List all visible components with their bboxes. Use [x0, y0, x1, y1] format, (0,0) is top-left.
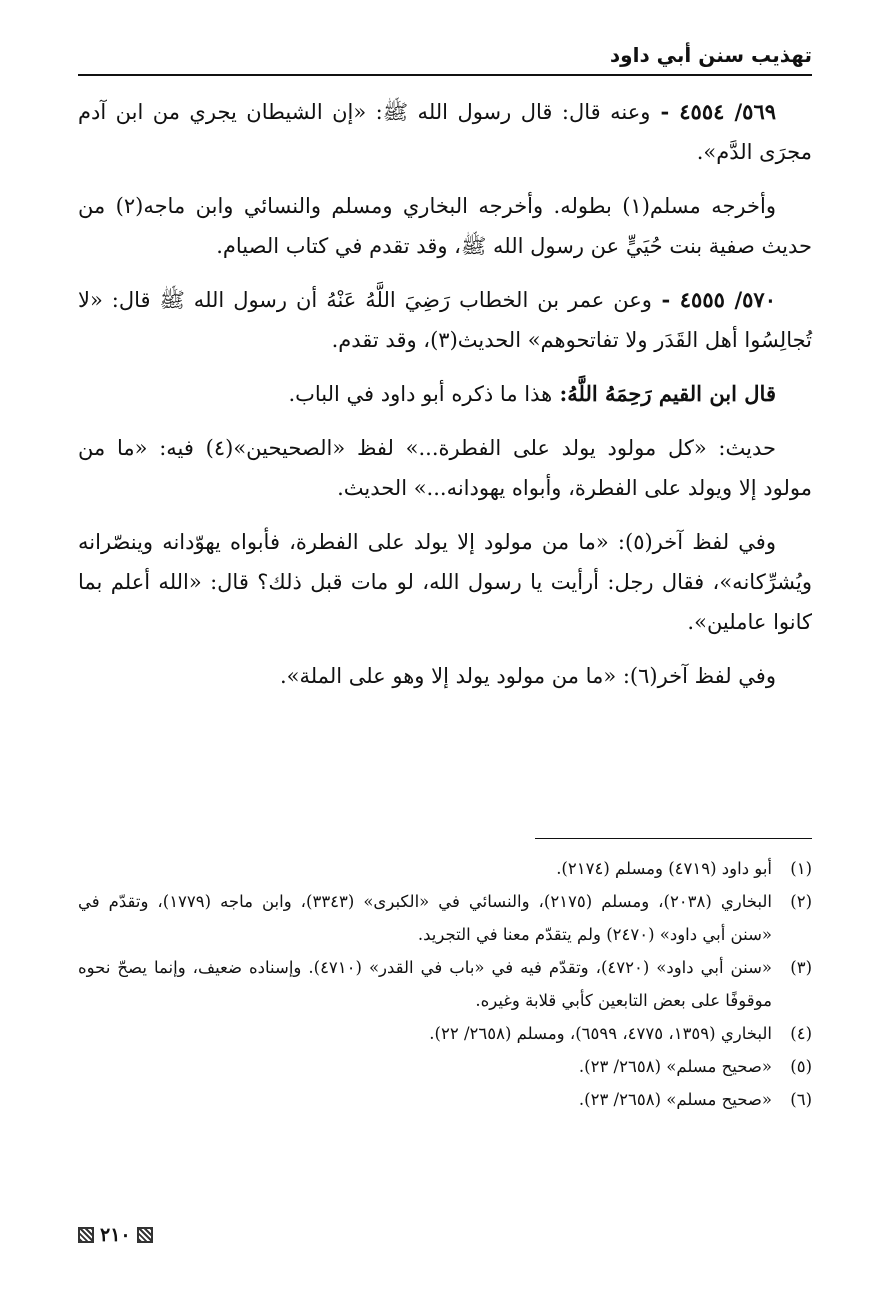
paragraph: [78, 374, 812, 414]
footnote-number: (٤): [790, 1024, 812, 1043]
footnote: [78, 1017, 812, 1050]
footnote-number: (٥): [790, 1057, 812, 1076]
hadith-number: ٥٦٩/ ٤٥٥٤ -: [650, 99, 777, 124]
document-page: [78, 40, 812, 1260]
paragraph: [78, 186, 812, 266]
paragraph-text: وفي لفظ آخر(٥): «ما من مولود إلا يولد على الفطرة، فأبواه يهوّدانه وينصّرانه ويُشرِّكانه»، فقال رجل: أرأيت يا رسول الله، لو مات قبل ذلك؟ قال: «الله أعلم بما كانوا عاملين».: [78, 530, 812, 634]
footnote-number: (٦): [790, 1090, 812, 1109]
header-rule: [78, 74, 812, 76]
footnote-number: (٢): [790, 892, 812, 911]
footnote: [78, 1083, 812, 1116]
footnote-text: أبو داود (٤٧١٩) ومسلم (٢١٧٤).: [556, 859, 772, 878]
ibn-qayyim-heading: قال ابن القيم رَحِمَهُ اللَّهُ:: [552, 381, 776, 406]
footnote-text: «صحيح مسلم» (٢٦٥٨/ ٢٣).: [578, 1090, 772, 1109]
ornament-icon: [137, 1227, 153, 1243]
main-text: [78, 92, 812, 710]
footnote-separator: [535, 838, 812, 839]
paragraph: [78, 656, 812, 696]
footnote: [78, 951, 812, 1017]
footnote-text: «صحيح مسلم» (٢٦٥٨/ ٢٣).: [578, 1057, 772, 1076]
running-header: تهذيب سنن أبي داود: [609, 43, 812, 67]
paragraph-text: وعن عمر بن الخطاب رَضِيَ اللَّهُ عَنْهُ أن رسول الله ﷺ قال: «لا تُجالِسُوا أهل القَدَر ولا تفاتحوهم» الحديث(٣)، وقد تقدم.: [78, 288, 812, 352]
footnote-text: البخاري (٢٠٣٨)، ومسلم (٢١٧٥)، والنسائي في «الكبرى» (٣٣٤٣)، وابن ماجه (١٧٧٩)، وتقدّم في «سنن أبي داود» (٢٤٧٠) ولم يتقدّم معنا في التجريد.: [78, 892, 772, 944]
footnote-text: «سنن أبي داود» (٤٧٢٠)، وتقدّم فيه في «باب في القدر» (٤٧١٠). وإسناده ضعيف، وإنما يصحّ نحوه موقوفًا على بعض التابعين كأبي قلابة وغيره.: [78, 958, 772, 1010]
ornament-icon: [78, 1227, 94, 1243]
paragraph-text: حديث: «كل مولود يولد على الفطرة...» لفظ «الصحيحين»(٤) فيه: «ما من مولود إلا ويولد على الفطرة، وأبواه يهودانه...» الحديث.: [78, 436, 812, 500]
footnote-number: (٣): [790, 958, 812, 977]
footnote: [78, 885, 812, 951]
paragraph: [78, 92, 812, 172]
paragraph-text: وأخرجه مسلم(١) بطوله. وأخرجه البخاري ومسلم والنسائي وابن ماجه(٢) من حديث صفية بنت حُيَيٍّ عن رسول الله ﷺ، وقد تقدم في كتاب الصيام.: [78, 194, 812, 258]
paragraph-text: وفي لفظ آخر(٦): «ما من مولود يولد إلا وهو على الملة».: [279, 664, 776, 688]
footnote-number: (١): [790, 859, 812, 878]
paragraph: [78, 522, 812, 642]
footnote-text: البخاري (١٣٥٩، ٤٧٧٥، ٦٥٩٩)، ومسلم (٢٦٥٨/ ٢٢).: [429, 1024, 772, 1043]
hadith-number: ٥٧٠/ ٤٥٥٥ -: [651, 287, 776, 312]
paragraph-text: وعنه قال: قال رسول الله ﷺ: «إن الشيطان يجري من ابن آدم مجرَى الدَّم».: [78, 100, 812, 164]
page-number-text: ٢١٠: [100, 1224, 131, 1246]
footnotes: [78, 852, 812, 1116]
footnote: [78, 852, 812, 885]
paragraph: [78, 280, 812, 360]
paragraph: [78, 428, 812, 508]
paragraph-text: هذا ما ذكره أبو داود في الباب.: [288, 382, 553, 406]
footnote: [78, 1050, 812, 1083]
page-number: [78, 1220, 153, 1250]
